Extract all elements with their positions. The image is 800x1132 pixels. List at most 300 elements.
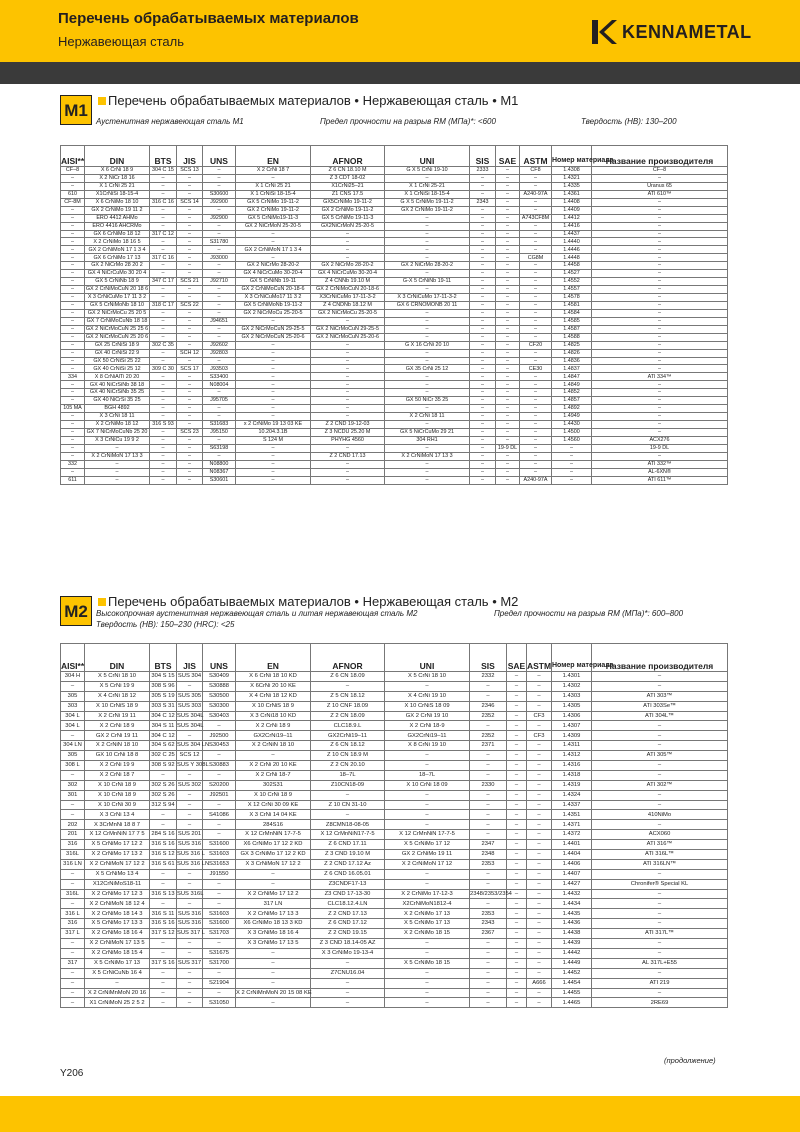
- table-cell: GX 2 CrNi 19 10: [385, 711, 470, 721]
- table-cell: 1.4452: [552, 968, 592, 978]
- bottom-band: [0, 1096, 800, 1132]
- table-cell: X 4 CrNi 18 12: [85, 691, 150, 701]
- table-cell: 1.4318: [552, 770, 592, 780]
- table-cell: G-X 5 CrNiNb 19-11: [385, 278, 470, 286]
- table-cell: Z 2 CND 17.13: [311, 909, 385, 919]
- table-cell: –: [203, 899, 236, 909]
- table-cell: J92710: [203, 278, 236, 286]
- table-cell: CF3: [527, 731, 552, 741]
- table-cell: –: [150, 294, 177, 302]
- materials-table-m2: [60, 643, 728, 1008]
- table-cell: –: [496, 301, 520, 309]
- table-row: [61, 341, 728, 349]
- table-cell: –: [520, 381, 552, 389]
- column-header: AFNOR: [311, 644, 385, 672]
- table-cell: –: [496, 357, 520, 365]
- table-cell: GX 2 CrNiMoN 17 1 3 4: [85, 246, 150, 254]
- table-cell: SUS 316: [177, 919, 203, 929]
- table-cell: Z 6 CND 17.12: [311, 919, 385, 929]
- table-cell: –: [61, 278, 85, 286]
- table-cell: X 12 CrMnNiN 17-7-5: [236, 830, 311, 840]
- table-cell: SCS 17: [177, 365, 203, 373]
- table-cell: X 6CrNi 20 10 KE: [236, 681, 311, 691]
- table-cell: GX 2 NiCrMo 28 20 2: [85, 262, 150, 270]
- table-cell: –: [177, 820, 203, 830]
- table-cell: –: [520, 349, 552, 357]
- table-cell: S30403: [203, 711, 236, 721]
- table-cell: ATI 316LN™: [592, 859, 728, 869]
- table-cell: ATI 303™: [592, 691, 728, 701]
- table-cell: –: [203, 800, 236, 810]
- table-cell: –: [507, 830, 527, 840]
- table-cell: –: [61, 214, 85, 222]
- table-cell: 1.4407: [552, 869, 592, 879]
- table-cell: –: [507, 741, 527, 751]
- table-cell: –: [150, 998, 177, 1008]
- table-cell: –: [385, 968, 470, 978]
- table-cell: –: [470, 800, 507, 810]
- table-cell: –: [592, 800, 728, 810]
- table-cell: 2348: [470, 850, 507, 860]
- table-cell: –: [592, 349, 728, 357]
- table-cell: –: [150, 968, 177, 978]
- table-cell: 1.4587: [552, 325, 592, 333]
- table-cell: X 2 CrNi 20 10 KE: [236, 761, 311, 771]
- table-cell: –: [527, 810, 552, 820]
- table-cell: ERO 4412 AHMo: [85, 214, 150, 222]
- table-cell: 318 C 17: [150, 301, 177, 309]
- table-cell: X 2 CrNiMo 17 12 3: [85, 889, 150, 899]
- table-cell: 2347: [470, 840, 507, 850]
- table-cell: CF-8M: [61, 198, 85, 206]
- table-row: [61, 278, 728, 286]
- table-cell: –: [311, 397, 385, 405]
- column-header: Название производителя: [592, 644, 728, 672]
- table-cell: X1CrNi25–21: [311, 182, 385, 190]
- table-cell: –: [592, 761, 728, 771]
- table-cell: –: [203, 309, 236, 317]
- table-cell: –: [496, 333, 520, 341]
- table-cell: –: [507, 721, 527, 731]
- table-cell: –: [177, 190, 203, 198]
- table-cell: –: [385, 270, 470, 278]
- table-cell: –: [496, 214, 520, 222]
- table-cell: –: [236, 948, 311, 958]
- table-cell: –: [470, 978, 507, 988]
- table-cell: X 2 CrNi 18 9: [85, 721, 150, 731]
- table-cell: –: [470, 948, 507, 958]
- table-cell: –: [385, 751, 470, 761]
- table-row: [61, 389, 728, 397]
- table-cell: CLC18.12.4.LN: [311, 899, 385, 909]
- column-header: UNS: [203, 644, 236, 672]
- table-row: [61, 691, 728, 701]
- table-cell: SUS 316: [177, 840, 203, 850]
- table-cell: 2348/2353/2354: [470, 889, 507, 899]
- table-cell: X 5 CrNi 18 10: [85, 672, 150, 682]
- table-cell: SUS Y 308L: [177, 761, 203, 771]
- table-cell: –: [470, 373, 496, 381]
- table-cell: Z 3 CDT 18-02: [311, 174, 385, 182]
- table-cell: –: [496, 222, 520, 230]
- table-cell: GX 40 CrNiSi 22 9: [85, 349, 150, 357]
- table-cell: –: [61, 333, 85, 341]
- table-cell: –: [150, 190, 177, 198]
- table-cell: –: [203, 270, 236, 278]
- table-cell: –: [311, 357, 385, 365]
- table-cell: –: [61, 731, 85, 741]
- table-cell: –: [177, 413, 203, 421]
- table-cell: –: [507, 691, 527, 701]
- table-cell: –: [470, 958, 507, 968]
- table-cell: –: [507, 939, 527, 949]
- table-cell: –: [507, 681, 527, 691]
- table-cell: ATI 317L™: [592, 929, 728, 939]
- table-cell: –: [527, 780, 552, 790]
- dark-band: [0, 62, 800, 84]
- table-cell: –: [85, 444, 150, 452]
- table-cell: –: [470, 190, 496, 198]
- table-cell: SUS 303: [177, 701, 203, 711]
- column-header: EN: [236, 644, 311, 672]
- table-cell: –: [496, 373, 520, 381]
- table-cell: –: [592, 278, 728, 286]
- hardness-m1: Твердость (HB): 130–200: [581, 117, 677, 126]
- table-cell: GX 5 CrNiMo19-11-3: [236, 214, 311, 222]
- table-cell: CF8: [520, 167, 552, 175]
- table-cell: Z3 CND 17-13-30: [311, 889, 385, 899]
- table-cell: 1.4826: [552, 349, 592, 357]
- table-cell: –: [496, 254, 520, 262]
- table-cell: –: [236, 468, 311, 476]
- table-cell: ATI 305™: [592, 751, 728, 761]
- table-cell: 316L: [61, 889, 85, 899]
- table-cell: –: [150, 309, 177, 317]
- table-cell: –: [61, 254, 85, 262]
- table-cell: –: [470, 238, 496, 246]
- table-row: [61, 230, 728, 238]
- table-row: [61, 998, 728, 1008]
- table-cell: –: [520, 421, 552, 429]
- page-title: Перечень обрабатываемых материалов: [58, 10, 359, 27]
- tensile-strength-m2: Предел прочности на разрыв RM (МПа)*: 600–800: [494, 609, 684, 618]
- column-header: SAE: [496, 146, 520, 167]
- table-row: [61, 840, 728, 850]
- table-row: [61, 325, 728, 333]
- table-cell: 316 S 93: [150, 421, 177, 429]
- table-cell: ATI 304L™: [592, 711, 728, 721]
- table-cell: –: [496, 309, 520, 317]
- table-cell: –: [496, 286, 520, 294]
- table-row: [61, 381, 728, 389]
- table-cell: –: [592, 721, 728, 731]
- table-cell: Z 6 CND 16.05.01: [311, 869, 385, 879]
- table-cell: X 2 CrNiMo 18 16 4: [85, 929, 150, 939]
- bullet-square: [98, 598, 106, 606]
- table-cell: –: [61, 341, 85, 349]
- table-cell: –: [520, 286, 552, 294]
- table-row: [61, 899, 728, 909]
- table-cell: –: [177, 262, 203, 270]
- table-cell: –: [203, 452, 236, 460]
- table-cell: 1.4311: [552, 741, 592, 751]
- table-cell: –: [470, 721, 507, 731]
- table-cell: X 2 CrNi 18 9: [236, 721, 311, 731]
- table-cell: –: [61, 444, 85, 452]
- table-cell: 1.4455: [552, 988, 592, 998]
- table-cell: –: [592, 309, 728, 317]
- table-cell: GX2NiCrMoN 25-20-5: [311, 222, 385, 230]
- table-cell: –: [150, 373, 177, 381]
- table-cell: GX2CrNi19–11: [236, 731, 311, 741]
- table-cell: –: [385, 357, 470, 365]
- table-cell: –: [203, 968, 236, 978]
- table-cell: –: [496, 428, 520, 436]
- table-cell: –: [85, 978, 150, 988]
- table-cell: –: [311, 790, 385, 800]
- table-cell: X 12 CrMnNiN17-7-5: [311, 830, 385, 840]
- table-cell: –: [507, 850, 527, 860]
- table-cell: GX 2 NiCrMoCu 25-20-5: [236, 309, 311, 317]
- table-cell: 1.4324: [552, 790, 592, 800]
- table-cell: –: [177, 381, 203, 389]
- table-cell: SUS 304L: [177, 721, 203, 731]
- table-cell: –: [177, 341, 203, 349]
- table-cell: GX 5 NiCrCuMo 29 21: [385, 428, 470, 436]
- table-cell: GX5CrNiMo 19-11-2: [311, 198, 385, 206]
- table-cell: X 2 CrNiMo 17 13: [385, 909, 470, 919]
- table-cell: –: [470, 309, 496, 317]
- table-cell: 1.4852: [552, 389, 592, 397]
- table-cell: X 5 CrNiMo 17 13: [385, 919, 470, 929]
- table-cell: –: [61, 939, 85, 949]
- table-cell: –: [592, 988, 728, 998]
- table-cell: –: [520, 198, 552, 206]
- table-cell: –: [177, 476, 203, 484]
- table-cell: –: [385, 174, 470, 182]
- table-cell: SUS 316 L: [177, 850, 203, 860]
- table-cell: CF–8: [592, 167, 728, 175]
- table-cell: –: [61, 325, 85, 333]
- table-cell: 1.4301: [552, 672, 592, 682]
- table-cell: –: [470, 421, 496, 429]
- table-row: [61, 889, 728, 899]
- table-cell: J92900: [203, 214, 236, 222]
- table-cell: X 2 CrNiMnMoN 20 15 08 KE: [236, 988, 311, 998]
- table-cell: X 2 CrNiN 18 10: [236, 741, 311, 751]
- table-cell: X 5 CrNiMo 17 12 2: [85, 840, 150, 850]
- table-cell: –: [150, 214, 177, 222]
- table-cell: –: [527, 968, 552, 978]
- table-cell: –: [150, 869, 177, 879]
- table-cell: –: [385, 820, 470, 830]
- table-cell: 1.4857: [552, 397, 592, 405]
- table-cell: 304 L: [61, 721, 85, 731]
- table-row: [61, 820, 728, 830]
- table-cell: –: [236, 357, 311, 365]
- table-cell: –: [552, 444, 592, 452]
- table-cell: J94651: [203, 317, 236, 325]
- table-cell: 1.4309: [552, 731, 592, 741]
- table-cell: SUS 317 L: [177, 929, 203, 939]
- table-cell: Z 3 NCDU 25.20 M: [311, 428, 385, 436]
- table-cell: –: [177, 790, 203, 800]
- table-cell: –: [61, 270, 85, 278]
- table-cell: –: [150, 879, 177, 889]
- table-cell: –: [470, 681, 507, 691]
- table-row: [61, 790, 728, 800]
- table-cell: J92500: [203, 731, 236, 741]
- continuation-note: (продолжение): [664, 1056, 716, 1065]
- table-cell: X 3CrMnNi 18 8 7: [85, 820, 150, 830]
- table-cell: –: [150, 238, 177, 246]
- table-cell: –: [85, 460, 150, 468]
- table-row: [61, 879, 728, 889]
- table-cell: GX 10 CrNi 18 8: [85, 751, 150, 761]
- table-cell: –: [311, 254, 385, 262]
- column-header: SAE: [507, 644, 527, 672]
- column-header: AISI**: [61, 146, 85, 167]
- table-cell: 2353: [470, 859, 507, 869]
- table-cell: 1.4557: [552, 286, 592, 294]
- table-cell: –: [311, 681, 385, 691]
- table-cell: GX 2 NiCrMoCuN 25-20-6: [311, 333, 385, 341]
- table-cell: Z10CN18-09: [311, 780, 385, 790]
- table-cell: X 3 CrNiMoN 17 12 2: [236, 859, 311, 869]
- table-cell: –: [520, 230, 552, 238]
- table-cell: 305: [61, 751, 85, 761]
- table-cell: –: [592, 206, 728, 214]
- table-cell: –: [470, 810, 507, 820]
- table-cell: 1.4454: [552, 978, 592, 988]
- table-cell: Z 10 CN 18.9 M: [311, 751, 385, 761]
- table-cell: –: [496, 421, 520, 429]
- table-cell: –: [592, 270, 728, 278]
- table-cell: Z 2 CND 19.15: [311, 929, 385, 939]
- table-cell: –: [527, 889, 552, 899]
- table-cell: –: [311, 373, 385, 381]
- table-cell: S31600: [203, 840, 236, 850]
- table-cell: –: [507, 672, 527, 682]
- table-cell: Z 5 CN 18.12: [311, 691, 385, 701]
- table-row: [61, 909, 728, 919]
- table-cell: –: [507, 909, 527, 919]
- table-cell: SUS 304: [177, 672, 203, 682]
- table-cell: 2332: [470, 672, 507, 682]
- table-row: [61, 254, 728, 262]
- table-cell: X 5 CrNiMo 17 13: [85, 958, 150, 968]
- table-cell: –: [470, 998, 507, 1008]
- table-cell: –: [470, 830, 507, 840]
- table-cell: –: [177, 333, 203, 341]
- table-cell: X 2 CrNiMoN 17 13 3: [385, 452, 470, 460]
- table-cell: –: [177, 452, 203, 460]
- table-row: [61, 701, 728, 711]
- table-cell: –: [236, 254, 311, 262]
- table-cell: –: [236, 405, 311, 413]
- table-cell: –: [527, 939, 552, 949]
- table-cell: 317 C 16: [150, 254, 177, 262]
- table-cell: –: [150, 770, 177, 780]
- table-cell: SCH 12: [177, 349, 203, 357]
- table-cell: X6 CrNiMo 18 13 3 KD: [236, 919, 311, 929]
- table-cell: –: [236, 365, 311, 373]
- table-cell: –: [236, 869, 311, 879]
- table-cell: 1.4836: [552, 357, 592, 365]
- table-cell: –: [150, 468, 177, 476]
- table-cell: 305: [61, 691, 85, 701]
- table-cell: –: [496, 190, 520, 198]
- table-cell: Z 2 CND 17.13: [311, 452, 385, 460]
- table-row: [61, 397, 728, 405]
- table-cell: GX 40 NiCrSi 35 25: [85, 397, 150, 405]
- table-cell: –: [592, 254, 728, 262]
- table-cell: –: [496, 341, 520, 349]
- table-cell: S31700: [203, 958, 236, 968]
- table-row: [61, 214, 728, 222]
- table-cell: –: [150, 820, 177, 830]
- table-cell: –: [527, 672, 552, 682]
- table-cell: GX 5 CrNiMo 19-11-3: [311, 214, 385, 222]
- table-cell: –: [385, 230, 470, 238]
- table-cell: 332: [61, 460, 85, 468]
- table-cell: –: [470, 468, 496, 476]
- column-header: EN: [236, 146, 311, 167]
- table-cell: –: [470, 761, 507, 771]
- section-subtitle-m2: Высокопрочная аустенитная нержавеющая сталь и литая нержавеющая сталь M2: [96, 609, 418, 618]
- table-cell: –: [527, 721, 552, 731]
- column-header: ASTM: [527, 644, 552, 672]
- table-cell: –: [177, 421, 203, 429]
- table-cell: GX 7 CrNiMoCuNb 18 18: [85, 317, 150, 325]
- table-cell: –: [385, 988, 470, 998]
- table-cell: –: [520, 436, 552, 444]
- table-row: [61, 830, 728, 840]
- table-cell: –: [203, 246, 236, 254]
- table-row: [61, 978, 728, 988]
- table-row: [61, 800, 728, 810]
- table-cell: –: [470, 254, 496, 262]
- table-cell: GX 40 CrNiSi 25 12: [85, 365, 150, 373]
- table-row: [61, 167, 728, 175]
- table-cell: 610: [61, 190, 85, 198]
- table-cell: –: [177, 325, 203, 333]
- table-cell: CF–8: [61, 167, 85, 175]
- table-cell: 1.4465: [552, 998, 592, 1008]
- table-cell: –: [177, 810, 203, 820]
- table-cell: –: [496, 246, 520, 254]
- table-cell: –: [236, 958, 311, 968]
- table-cell: N08367: [203, 468, 236, 476]
- table-cell: GX 2 NiCrMoCuN 29-25-5: [311, 325, 385, 333]
- table-row: [61, 721, 728, 731]
- table-cell: GX2CrNi19–11: [385, 731, 470, 741]
- table-cell: –: [61, 436, 85, 444]
- table-row: [61, 850, 728, 860]
- table-cell: 1.4427: [552, 879, 592, 889]
- table-cell: –: [592, 262, 728, 270]
- table-cell: X 2 CrNiMoN 17 13 3: [85, 452, 150, 460]
- table-cell: S41086: [203, 810, 236, 820]
- table-cell: –: [150, 899, 177, 909]
- table-cell: –: [527, 919, 552, 929]
- table-row: [61, 476, 728, 484]
- table-cell: –: [470, 317, 496, 325]
- table-cell: ATI 303Se™: [592, 701, 728, 711]
- table-cell: X 6 CrNi 18 10 KD: [236, 672, 311, 682]
- table-cell: –: [470, 968, 507, 978]
- table-cell: –: [470, 790, 507, 800]
